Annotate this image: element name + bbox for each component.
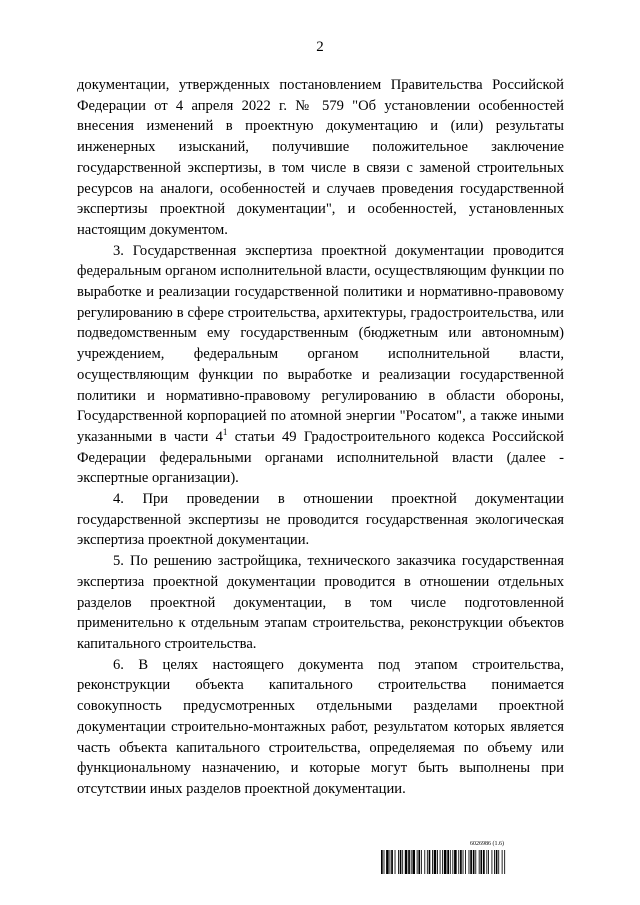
barcode-bar: [440, 850, 441, 874]
paragraph-continuation: документации, утвержденных постановлением Правительства Российской Федерации от 4 апреля 2022 г. № 579 "Об установлении особенностей внесения изменений в проектную документацию и (или) результаты инженерных изысканий, получившие положительное заключение государственной экспертизы, в том числе в связи с заменой строительных ресурсов на аналоги, особенностей и случаев проведения государственной экспертизы проектной документации", и особенностей, установленных настоящим документом.: [77, 77, 564, 238]
barcode-bar: [386, 850, 389, 874]
barcode-bar: [498, 850, 499, 874]
page-number: 2: [316, 39, 324, 55]
barcode-bar: [483, 850, 485, 874]
barcode-bar: [381, 850, 383, 874]
barcode-bar: [450, 850, 451, 874]
barcode-bar: [384, 850, 385, 874]
barcode-bar: [429, 850, 431, 874]
barcode-bar: [418, 850, 420, 874]
paragraph-3-text-start: 3. Государственная экспертиза проектной документации проводится федеральным органом исполнительной власти, осуществляющим функции по выработке и реализации государственной политики и нормативно-правовому регулированию в сфере строительства, архитектуры, градостроительства, или подведомственным ему государственным (бюджетным или автономным) учреждением, федеральным органом исполнительной власти, осуществляющим функции по выработке и реализации государственной политики и нормативно-правовому регулированию в области обороны, Государственной корпорацией по атомной энергии "Росатом", а также иными указанными в части 4: [77, 242, 564, 445]
barcode-bar: [504, 850, 505, 874]
barcode-bar: [408, 850, 410, 874]
barcode-bar: [427, 850, 428, 874]
barcode-bar: [442, 850, 443, 874]
barcode-bar: [475, 850, 476, 874]
barcode-bar: [494, 850, 495, 874]
barcode-bar: [458, 850, 459, 874]
barcode-bar: [463, 850, 464, 874]
barcode-bar: [502, 850, 503, 874]
barcode-bar: [417, 850, 418, 874]
barcode-bar: [496, 850, 498, 874]
superscript-reference: 1: [222, 426, 228, 437]
barcode-bar: [465, 850, 466, 874]
document-code: 6026986 (1.6): [470, 841, 504, 847]
barcode-bar: [398, 850, 399, 874]
barcode-bar: [479, 850, 480, 874]
barcode-bar: [400, 850, 402, 874]
barcode-bar: [395, 850, 396, 874]
barcode-bar: [405, 850, 408, 874]
barcode-bar: [486, 850, 487, 874]
barcode-bar: [470, 850, 472, 874]
barcode-bar: [473, 850, 475, 874]
barcode-bar: [480, 850, 482, 874]
barcode-bar: [412, 850, 415, 874]
paragraph-5: 5. По решению застройщика, технического заказчика государственная экспертиза проектной документации проводится в отношении отдельных разделов проектной документации, в том числе подготовленной применительно к отдельным этапам строительства, реконструкции объектов капитального строительства.: [77, 553, 564, 652]
barcode-bar: [469, 850, 470, 874]
paragraph-6: 6. В целях настоящего документа под этапом строительства, реконструкции объекта капитального строительства понимается совокупность предусмотренных отдельными разделами проектной документации строительно-монтажных работ, результатом которых является часть объекта капитального строительства, определяемая по объему или функциональному назначению, и которые могут быть выполнены при отсутствии иных разделов проектной документации.: [77, 656, 564, 797]
barcode-bar: [492, 850, 493, 874]
barcode-bar: [411, 850, 412, 874]
barcode-bar: [460, 850, 462, 874]
barcode-bar: [444, 850, 447, 874]
barcode-bar: [447, 850, 449, 874]
document-body: [77, 75, 564, 800]
barcode-bar: [390, 850, 391, 874]
barcode-bar: [432, 850, 433, 874]
barcode-bar: [402, 850, 403, 874]
barcode-bar: [454, 850, 457, 874]
barcode-bar: [434, 850, 437, 874]
barcode-bar: [424, 850, 425, 874]
barcode-image: [381, 850, 564, 874]
barcode-bar: [421, 850, 422, 874]
barcode-bar: [437, 850, 438, 874]
barcode-bar: [391, 850, 393, 874]
paragraph-3-text-end: статьи 49 Градостроительного кодекса Российской Федерации федеральными органами исполнительной власти (далее - экспертные организации).: [77, 428, 564, 487]
barcode-bar: [452, 850, 453, 874]
paragraph-3: [77, 241, 564, 489]
barcode-bar: [488, 850, 489, 874]
paragraph-4: 4. При проведении в отношении проектной документации государственной экспертизы не проводится государственная экологическая экспертиза проектной документации.: [77, 491, 564, 549]
